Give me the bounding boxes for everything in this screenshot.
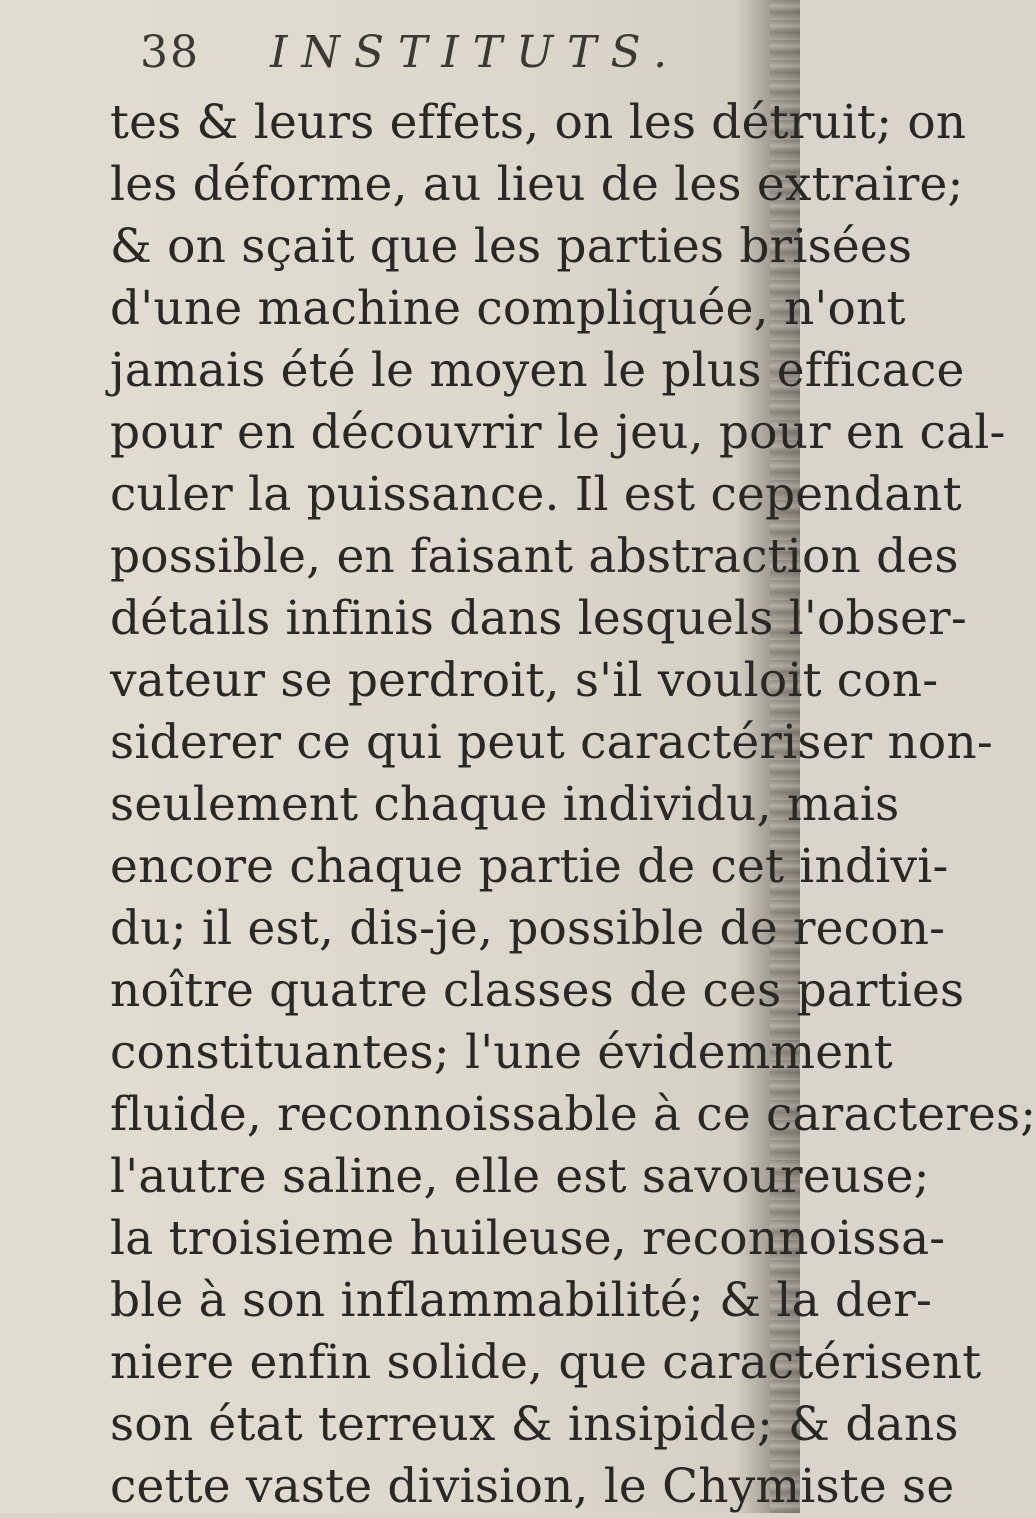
page-number: 38 <box>140 27 200 78</box>
text-line: tes & leurs effets, on les détruit; on <box>110 95 967 150</box>
text-line: siderer ce qui peut caractériser non- <box>110 715 993 770</box>
text-line: l'autre saline, elle est savoureuse; <box>110 1149 930 1204</box>
text-line: niere enfin solide, que caractérisent <box>110 1335 982 1390</box>
text-line: du; il est, dis-je, possible de recon- <box>110 901 946 956</box>
page-header <box>140 18 770 88</box>
text-line: constituantes; l'une évidemment <box>110 1025 893 1080</box>
text-line: possible, en faisant abstraction des <box>110 529 959 584</box>
text-line: & on sçait que les parties brisées <box>110 219 913 274</box>
text-line: culer la puissance. Il est cependant <box>110 467 962 522</box>
text-line: fluide, reconnoissable à ce caracteres; <box>110 1087 1036 1142</box>
text-line: encore chaque partie de cet indivi- <box>110 839 949 894</box>
text-line: détails infinis dans lesquels l'obser- <box>110 591 967 646</box>
text-line: vateur se perdroit, s'il vouloit con- <box>110 653 939 708</box>
text-line: seulement chaque individu, mais <box>110 777 900 832</box>
text-line: cette vaste division, le Chymiste se <box>110 1459 955 1514</box>
text-line: la troisieme huileuse, reconnoissa- <box>110 1211 946 1266</box>
running-title: INSTITUTS. <box>270 27 682 78</box>
text-line: d'une machine compliquée, n'ont <box>110 281 906 336</box>
text-line: noître quatre classes de ces parties <box>110 963 965 1018</box>
text-line: les déforme, au lieu de les extraire; <box>110 157 964 212</box>
body-text <box>110 92 1036 1518</box>
text-line: jamais été le moyen le plus efficace <box>110 343 965 398</box>
text-line: ble à son inflammabilité; & la der- <box>110 1273 933 1328</box>
text-line: pour en découvrir le jeu, pour en cal- <box>110 405 1006 460</box>
text-line: son état terreux & insipide; & dans <box>110 1397 959 1452</box>
